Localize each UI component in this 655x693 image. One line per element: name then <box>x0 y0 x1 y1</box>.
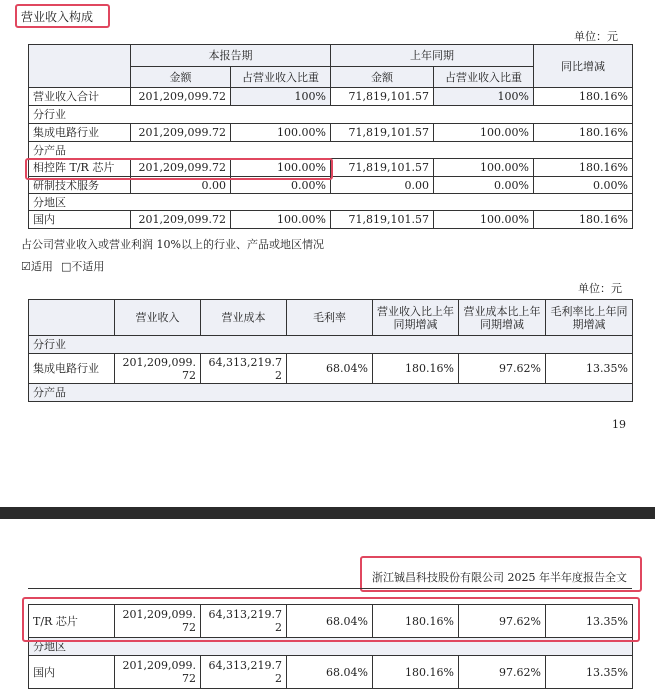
row-highlight-box-2 <box>22 597 640 642</box>
header-cost: 营业成本 <box>201 300 287 336</box>
section-title: 营业收入构成 <box>21 10 94 24</box>
page-separator <box>0 507 655 519</box>
section-industry: 分行业 <box>29 336 633 354</box>
header-revenue: 营业收入 <box>115 300 201 336</box>
revenue-composition-table <box>28 44 633 229</box>
header-cur-ratio: 占营业收入比重 <box>231 67 331 88</box>
header-yoy: 同比增减 <box>534 45 633 88</box>
header-rule <box>28 588 632 589</box>
table-row: 营业收入合计 201,209,099.72 100% 71,819,101.57 100% 180.16% <box>29 88 633 106</box>
table-row: 国内 201,209,099.72 100.00% 71,819,101.57 100.00% 180.16% <box>29 211 633 229</box>
table-row: 国内 201,209,099. 72 64,313,219.7 2 68.04% 180.16% 97.62% 13.35% <box>29 656 633 689</box>
header-prior-amount: 金额 <box>331 67 434 88</box>
section-industry: 分行业 <box>29 106 633 124</box>
table-row: 相控阵 T/R 芯片 201,209,099.72 100.00% 71,819,101.57 100.00% 180.16% <box>29 159 633 177</box>
table-row: 集成电路行业 201,209,099.72 100.00% 71,819,101.57 100.00% 180.16% <box>29 124 633 142</box>
option-not-applicable: □不适用 <box>61 260 105 273</box>
unit-label: 单位：元 <box>574 30 618 43</box>
section-product: 分产品 <box>29 384 633 402</box>
section-product: 分产品 <box>29 142 633 159</box>
row-highlight-box <box>25 158 333 180</box>
header-prior-period: 上年同期 <box>331 45 534 67</box>
table-row: T/R 芯片 201,209,099. 72 64,313,219.7 2 68.04% 180.16% 97.62% 13.35% <box>29 605 633 638</box>
segment-table <box>28 299 633 402</box>
header-blank <box>29 300 115 336</box>
section-region: 分地区 <box>29 194 633 211</box>
header-blank <box>29 45 131 88</box>
header-margin: 毛利率 <box>287 300 373 336</box>
table-row: 研制技术服务 0.00 0.00% 0.00 0.00% 0.00% <box>29 177 633 194</box>
section-region: 分地区 <box>29 638 633 656</box>
page-header-text: 浙江铖昌科技股份有限公司 2025 年半年度报告全文 <box>372 571 627 584</box>
table-row: 集成电路行业 201,209,099. 72 64,313,219.7 2 68.04% 180.16% 97.62% 13.35% <box>29 354 633 384</box>
note-text: 占公司营业收入或营业利润 10%以上的行业、产品或地区情况 <box>21 238 324 251</box>
header-cost-yoy: 营业成本比上年同期增减 <box>459 300 546 336</box>
unit-label-2: 单位：元 <box>578 282 622 295</box>
page-number: 19 <box>612 418 626 431</box>
option-applicable: ☑适用 <box>21 260 53 273</box>
header-prior-ratio: 占营业收入比重 <box>434 67 534 88</box>
header-current-period: 本报告期 <box>131 45 331 67</box>
header-margin-yoy: 毛利率比上年同期增减 <box>546 300 633 336</box>
header-rev-yoy: 营业收入比上年同期增减 <box>373 300 459 336</box>
header-cur-amount: 金额 <box>131 67 231 88</box>
